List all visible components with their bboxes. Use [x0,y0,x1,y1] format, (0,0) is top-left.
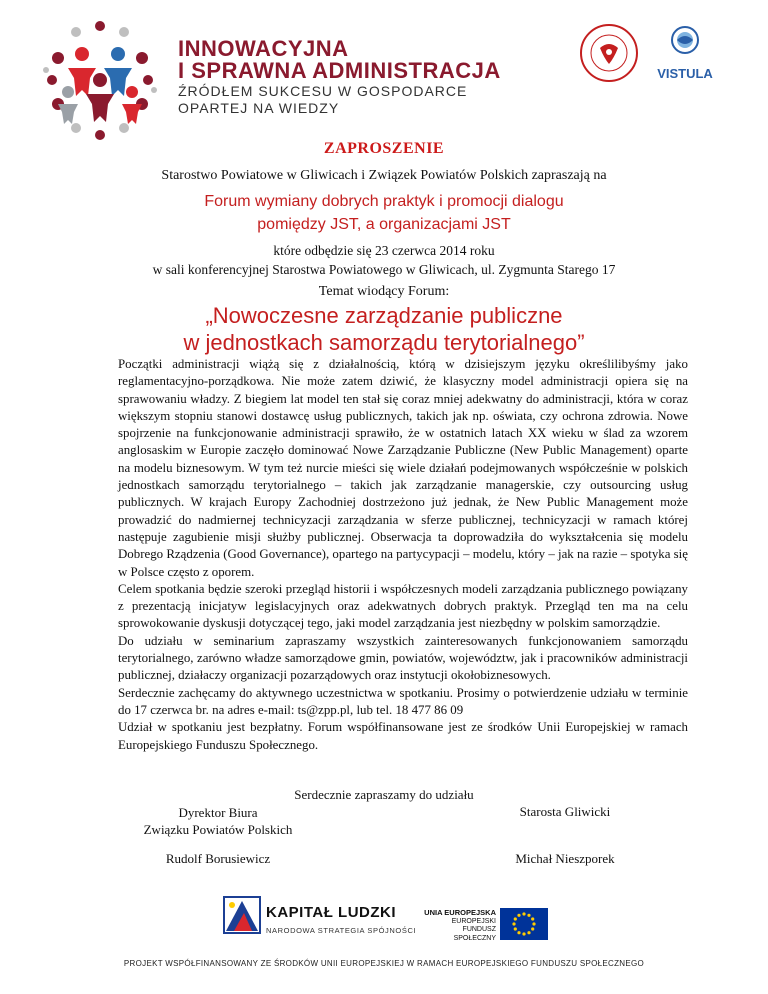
header-title-line1: INNOWACYJNA [178,36,349,61]
signature-left-title-line2: Związku Powiatów Polskich [143,822,293,837]
header-subtitle [178,83,467,117]
event-details [0,241,768,279]
topic-line1: „Nowoczesne zarządzanie publiczne [205,303,563,328]
body-paragraph-3: Do udziału w seminarium zapraszamy wszystkich zainteresowanych funkcjonowaniem samorządu terytorialnego, zarówno władze samorządowe gmin, powiatów, województw, jak i pracowników administracji publicznej, działaczy organizacji pozarządowych oraz instytucji okołobiznesowych. [118,633,688,683]
body-paragraph-1: Początki administracji wiążą się z działalnością, którą w dzisiejszym języku określilibyśmy jako reglamentacyjno-porządkowa. Nie może zatem dziwić, że klasyczny model administracji opiera się na sprawowaniu władzy. Z biegiem lat model ten stał się coraz mniej adekwatny do administracji, która w coraz większym stopniu stanowi dostawcę usług publicznych, takich jak np. oświata, czy ochrona zdrowia. Nowe spojrzenie na funkcjonowanie administracji sprawiło, że w ostatnich latach XX wieku w ślad za wzorem anglosaskim w Europie zaczęło dominować Nowe Zarządzanie Publiczne (New Public Management) oparte na modelu biznesowym. W tym też nurcie mieści się wiele działań podejmowanych współcześnie w polskich jednostkach samorządu terytorialnego – takich jak zarządzanie managerskie, czy outsourcing usług publicznych. W krajach Europy Zachodniej dostrzeżono już jednak, że New Public Management może prowadzić do nadmiernej technicyzacji zarządzania w sferze publicznej, technicyzacji w ramach której następuje zagubienie misji służby publicznej. Obserwacja ta doprowadziła do wykształcenia się modelu Dobrego Rządzenia (Good Governance), opartego na partycypacji – modelu, który – jak na razie – spotyka się w Polsce często z oporem. [118,357,688,579]
seal-logo [578,22,640,84]
signature-left-title-line1: Dyrektor Biura [178,805,258,820]
topic-label: Temat wiodący Forum: [318,284,450,299]
event-place: w sali konferencyjnej Starostwa Powiatowego w Gliwicach, ul. Zygmunta Starego 17 [152,262,616,277]
signature-left-name: Rudolf Borusiewicz [165,851,271,866]
body-paragraph-4: Serdecznie zachęcamy do aktywnego uczestnictwa w spotkaniu. Prosimy o potwierdzenie udziału w terminie do 17 czerwca br. na adres e-mail: ts@zpp.pl, lub tel. 18 477 86 09 [118,685,688,717]
event-date: które odbędzie się 23 czerwca 2014 roku [273,243,495,258]
body-paragraph-5: Udział w spotkaniu jest bezpłatny. Forum współfinansowane jest ze środków Unii Europejskiej w ramach Europejskiego Funduszu Społecznego. [118,720,688,752]
body-text [118,356,688,754]
signature-intro: Serdecznie zapraszamy do udziału [294,787,474,802]
body-paragraph-2: Celem spotkania będzie szeroki przegląd historii i współczesnych modeli zarządzania publicznego powiązany z prezentacją inicjatyw legislacyjnych oraz adekwatnych dobrych praktyk. Przegląd ten ma na celu sprowokowanie dyskusji dotyczącej tego, jaki model zarządzania jest niezbędny w polskim samorządzie. [118,581,688,631]
signature-right-title: Starosta Gliwicki [519,804,611,819]
topic-line2: w jednostkach samorządu terytorialnego” [183,330,585,355]
kapital-ludzki-logo [222,893,262,937]
eu-label-line1: UNIA EUROPEJSKA [424,908,496,917]
eu-flag-icon [500,908,548,940]
topic-title [0,302,768,356]
header-subtitle-line1: ŹRÓDŁEM SUKCESU W GOSPODARCE [178,83,468,99]
header-title [178,38,501,82]
signature-left-title [118,804,318,838]
invitation-intro: Starostwo Powiatowe w Gliwicach i Związek Powiatów Polskich zapraszają na [161,168,607,183]
forum-name [0,190,768,236]
project-funding-note: PROJEKT WSPÓŁFINANSOWANY ZE ŚRODKÓW UNII EUROPEJSKIEJ W RAMACH EUROPEJSKIEGO FUNDUSZU SPOŁECZNEGO [123,959,645,968]
forum-name-line2: pomiędzy JST, a organizacjami JST [257,216,511,233]
kapital-ludzki-subtitle: NARODOWA STRATEGIA SPÓJNOŚCI [266,926,417,935]
kapital-ludzki-title: KAPITAŁ LUDZKI [266,904,397,921]
eu-label-line3: FUNDUSZ SPOŁECZNY [453,926,496,942]
header-subtitle-line2: OPARTEJ NA WIEDZY [178,100,340,116]
eu-label-line2: EUROPEJSKI [451,917,496,925]
invitation-title: ZAPROSZENIE [323,140,445,157]
header-title-line2: I SPRAWNA ADMINISTRACJA [178,58,501,83]
forum-name-line1: Forum wymiany dobrych praktyk i promocji dialogu [204,193,564,210]
vistula-name: VISTULA [657,66,713,81]
eu-label [420,909,496,943]
signature-right-name: Michał Nieszporek [515,851,615,866]
innovative-administration-logo [38,18,163,143]
